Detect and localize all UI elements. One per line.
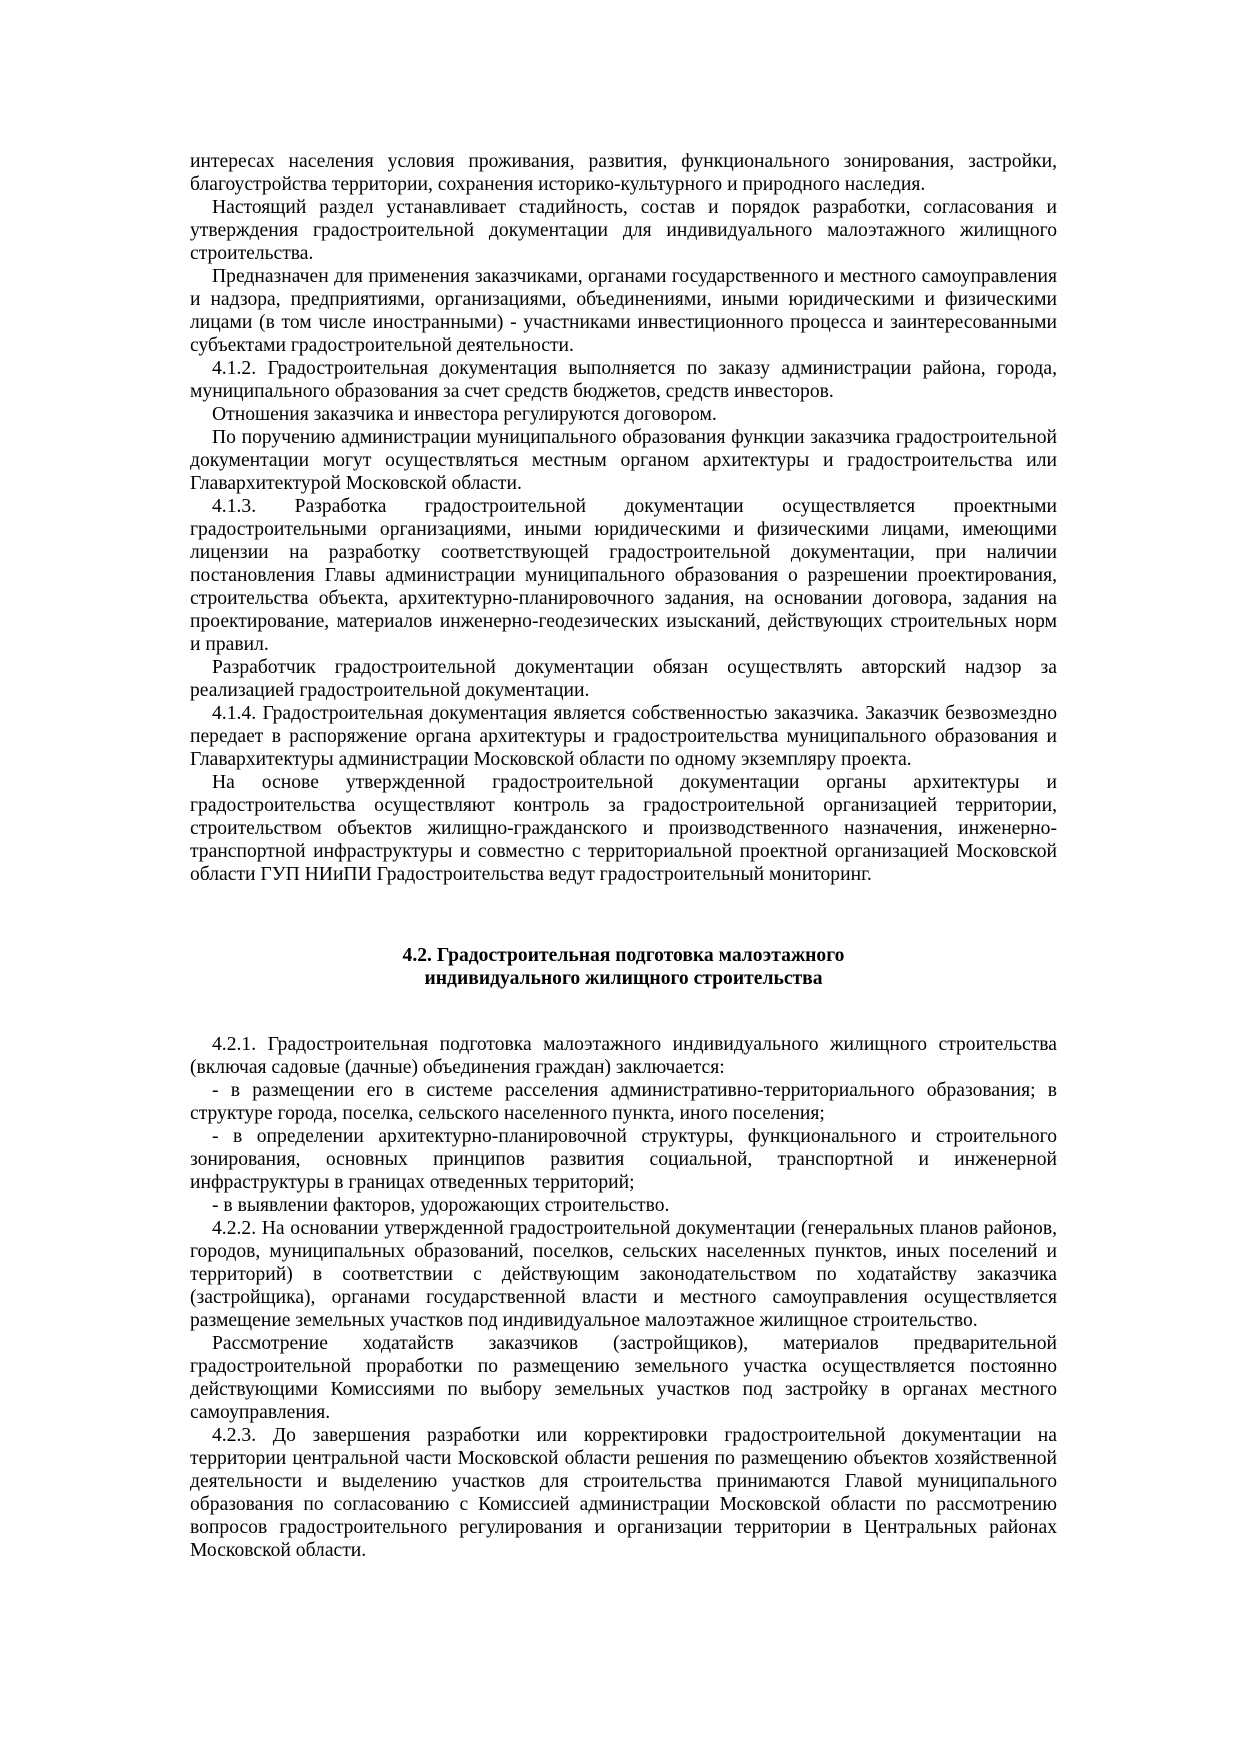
document-page <box>190 150 1057 1562</box>
paragraph: На основе утвержденной градостроительной документации органы архитектуры и градостроительства осуществляют контроль за градостроительной организацией территории, строительством объектов жилищно-гражданского и производственного назначения, инженерно-транспортной инфраструктуры и совместно с территориальной проектной организацией Московской области ГУП НИиПИ Градостроительства ведут градостроительный мониторинг. <box>190 772 1057 885</box>
paragraph: По поручению администрации муниципального образования функции заказчика градостроительной документации могут осуществляться местным органом архитектуры и градостроительства или Главархитектурой Московской области. <box>190 427 1057 494</box>
paragraph: Отношения заказчика и инвестора регулируются договором. <box>212 404 717 425</box>
section-title-line-2: индивидуального жилищного строительства <box>424 968 823 989</box>
paragraph: 4.1.2. Градостроительная документация выполняется по заказу администрации района, города, муниципального образования за счет средств бюджетов, средств инвесторов. <box>190 358 1057 402</box>
paragraph: - в выявлении факторов, удорожающих строительство. <box>212 1195 670 1216</box>
paragraph: 4.1.3. Разработка градостроительной документации осуществляется проектными градостроительными организациями, иными юридическими и физическими лицами, имеющими лицензии на разработку соответствующей градостроительной документации, при наличии постановления Главы администрации муниципального образования о разрешении проектирования, строительства объекта, архитектурно-планировочного задания, на основании договора, задания на проектирование, материалов инженерно-геодезических изысканий, действующих строительных норм и правил. <box>190 496 1057 655</box>
paragraph: - в определении архитектурно-планировочной структуры, функционального и строительного зонирования, основных принципов развития социальной, транспортной и инженерной инфраструктуры в границах отведенных территорий; <box>190 1126 1057 1193</box>
section-title-line-1: 4.2. Градостроительная подготовка малоэтажного <box>402 945 845 966</box>
paragraph: Настоящий раздел устанавливает стадийность, состав и порядок разработки, согласования и утверждения градостроительной документации для индивидуального малоэтажного жилищного строительства. <box>190 197 1057 264</box>
paragraph: Предназначен для применения заказчиками, органами государственного и местного самоуправления и надзора, предприятиями, организациями, объединениями, иными юридическими и физическими лицами (в том числе иностранными) - участниками инвестиционного процесса и заинтересованными субъектами градостроительной деятельности. <box>190 266 1057 356</box>
paragraph: Разработчик градостроительной документации обязан осуществлять авторский надзор за реализацией градостроительной документации. <box>190 657 1057 701</box>
paragraph: интересах населения условия проживания, развития, функционального зонирования, застройки, благоустройства территории, сохранения историко-культурного и природного наследия. <box>190 151 1057 195</box>
text-block-4-1 <box>190 150 1057 886</box>
paragraph: 4.2.1. Градостроительная подготовка малоэтажного индивидуального жилищного строительства (включая садовые (дачные) объединения граждан) заключается: <box>190 1034 1057 1078</box>
section-heading-4-2 <box>190 944 1057 990</box>
paragraph: - в размещении его в системе расселения административно-территориального образования; в структуре города, поселка, сельского населенного пункта, иного поселения; <box>190 1080 1057 1124</box>
paragraph: Рассмотрение ходатайств заказчиков (застройщиков), материалов предварительной градостроительной проработки по размещению земельного участка осуществляется постоянно действующими Комиссиями по выбору земельных участков под застройку в органах местного самоуправления. <box>190 1333 1057 1423</box>
paragraph: 4.1.4. Градостроительная документация является собственностью заказчика. Заказчик безвозмездно передает в распоряжение органа архитектуры и градостроительства муниципального образования и Главархитектуры администрации Московской области по одному экземпляру проекта. <box>190 703 1057 770</box>
text-block-4-2 <box>190 1033 1057 1562</box>
paragraph: 4.2.3. До завершения разработки или корректировки градостроительной документации на территории центральной части Московской области решения по размещению объектов хозяйственной деятельности и выделению участков для строительства принимаются Главой муниципального образования по согласованию с Комиссией администрации Московской области по рассмотрению вопросов градостроительного регулирования и организации территории в Центральных районах Московской области. <box>190 1425 1057 1561</box>
paragraph: 4.2.2. На основании утвержденной градостроительной документации (генеральных планов районов, городов, муниципальных образований, поселков, сельских населенных пунктов, иных поселений и территорий) в соответствии с действующим законодательством по ходатайству заказчика (застройщика), органами государственной власти и местного самоуправления осуществляется размещение земельных участков под индивидуальное малоэтажное жилищное строительство. <box>190 1218 1057 1331</box>
